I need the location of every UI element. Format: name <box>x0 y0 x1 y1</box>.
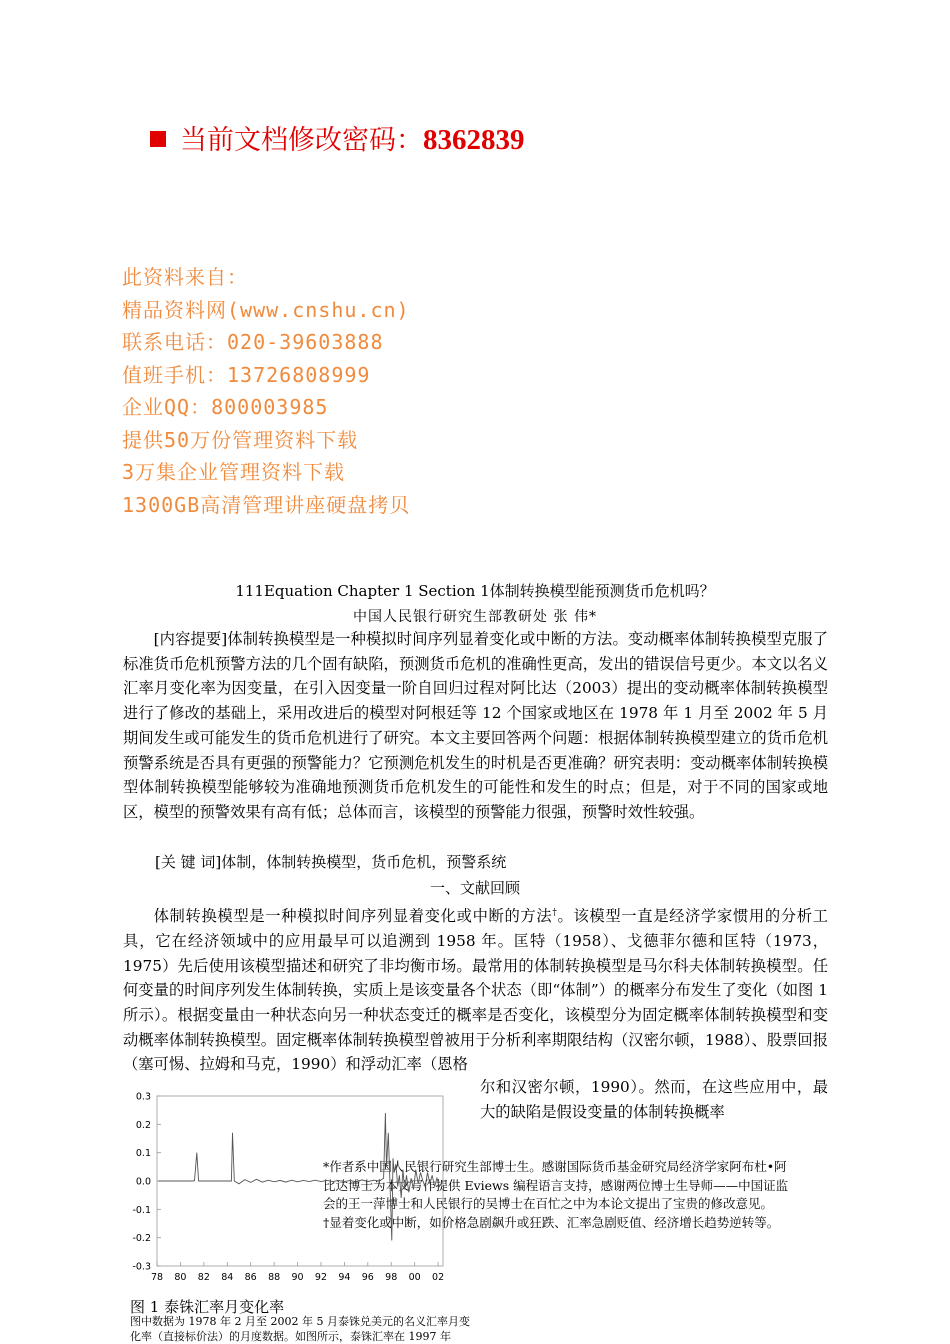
footnotes <box>323 1158 838 1232</box>
y-tick-label: 0.3 <box>135 1091 151 1103</box>
x-tick-label: 80 <box>174 1272 187 1283</box>
lit-text-1: 体制转换模型是一种模拟时间序列显着变化或中断的方法 <box>153 907 553 926</box>
password-banner <box>150 118 525 157</box>
ad-line: 3万集企业管理资料下载 <box>122 460 346 484</box>
password-code: 8362839 <box>423 124 525 156</box>
ad-line[interactable]: 精品资料网(www.cnshu.cn) <box>122 298 410 322</box>
article-title: 111Equation Chapter 1 Section 1体制转换模型能预测货币危机吗？ <box>235 582 715 600</box>
figure-note: 图中数据为 1978 年 2 月至 2002 年 5 月泰铢兑美元的名义汇率月变化率（直接标价法）的月度数据。如图所示，泰铢汇率在 1997 年 <box>130 1315 470 1343</box>
y-tick-label: -0.1 <box>132 1204 151 1216</box>
article-author: 中国人民银行研究生部教研处 张 伟* <box>353 609 597 625</box>
abstract <box>123 627 828 825</box>
y-tick-label: 0.0 <box>135 1176 151 1188</box>
y-tick-label: -0.3 <box>132 1261 151 1273</box>
ad-line: 提供50万份管理资料下载 <box>122 428 359 452</box>
x-tick-label: 82 <box>197 1272 210 1283</box>
series-line <box>158 1113 443 1241</box>
x-tick-label: 90 <box>291 1272 304 1283</box>
ad-line: 值班手机：13726808999 <box>122 363 371 387</box>
footnote-line: *作者系中国人民银行研究生部博士生。感谢国际货币基金研究局经济学家阿布杜•阿 <box>323 1159 787 1174</box>
ad-line: 1300GB高清管理讲座硬盘拷贝 <box>122 493 411 517</box>
y-tick-label: 0.2 <box>135 1119 151 1131</box>
password-label: 当前文档修改密码： <box>180 125 423 156</box>
x-tick-label: 78 <box>150 1272 164 1283</box>
ad-line: 此资料来自： <box>122 265 248 289</box>
footnote-line: 比达博士为本文写作提供 Eviews 编程语言支持，感谢两位博士生导师——中国证监 <box>323 1177 789 1193</box>
section-heading: 一、文献回顾 <box>429 879 520 897</box>
x-tick-label: 94 <box>338 1272 351 1283</box>
x-tick-label: 88 <box>268 1272 281 1283</box>
footnote-mark[interactable]: † <box>552 908 558 918</box>
square-bullet-icon <box>150 131 166 147</box>
literature-review-continued: 尔和汉密尔顿，1990）。然而，在这些应用中，最大的缺陷是假设变量的体制转换概率 <box>480 1078 828 1121</box>
abstract-text: [内容提要]体制转换模型是一种模拟时间序列显着变化或中断的方法。变动概率体制转换模型克服了标准货币危机预警方法的几个固有缺陷，预测货币危机的准确性更高，发出的错误信号更少。本文以名义汇率月变化率为因变量，在引入因变量一阶自回归过程对阿比达（2003）提出的变动概率体制转换模型进行了修改的基础上，采用改进后的模型对阿根廷等 12 个国家或地区在 1978 年 1 月至 2002 年 5 月期间发生或可能发生的货币危机进行了研究。本文主要回答两个问题：根据体制转换模型建立的货币危机预警系统是否具有更强的预警能力？它预测危机发生的时机是否更准确？研究表明：变动概率体制转换模型体制转换模型能够较为准确地预测货币危机发生的可能性和发生的时点；但是，对于不同的国家或地区，模型的预警效果有高有低；总体而言，该模型的预警能力很强，预警时效性较强。 <box>123 630 828 821</box>
footnote-line: 会的王一萍博士和人民银行的吴博士在百忙之中为本论文提出了宝贵的修改意见。 <box>323 1196 774 1211</box>
lit-text-2: 。该模型一直是经济学家惯用的分析工具，它在经济领域中的应用最早可以追溯到 1958 年。匡特（1958）、戈德菲尔德和匡特（1973，1975）先后使用该模型描述和研究了非均衡市场。最常用的体制转换模型是马尔科夫体制转换模型。任何变量的时间序列发生体制转换，实质上是该变量各个状态（即“体制”）的概率分布发生了变化（如图 1 所示）。根据变量由一种状态向另一种状态变迁的概率是否变化，该模型分为固定概率体制转换模型和变动概率体制转换模型。固定概率体制转换模型曾被用于分析利率期限结构（汉密尔顿，1988）、股票回报（塞可惕、拉姆和马克，1990）和浮动汇率（恩格 <box>123 907 828 1074</box>
literature-review <box>123 901 828 1077</box>
x-tick-label: 98 <box>385 1272 398 1283</box>
ad-line: 企业QQ：800003985 <box>122 395 329 419</box>
x-tick-label: 96 <box>361 1272 374 1283</box>
x-tick-label: 92 <box>314 1272 328 1283</box>
keywords: [关 键 词]体制，体制转换模型，货币危机，预警系统 <box>155 853 507 871</box>
figure-caption: 图 1 泰铢汇率月变化率 <box>130 1298 285 1316</box>
x-tick-label: 02 <box>432 1272 445 1283</box>
y-tick-label: -0.2 <box>132 1233 151 1245</box>
x-tick-label: 00 <box>408 1272 421 1283</box>
ad-line: 联系电话：020-39603888 <box>122 330 384 354</box>
footnote-line: †显着变化或中断，如价格急剧飙升或狂跌、汇率急剧贬值、经济增长趋势逆转等。 <box>323 1214 780 1230</box>
x-tick-label: 86 <box>244 1272 257 1283</box>
y-tick-label: 0.1 <box>135 1148 151 1160</box>
exchange-rate-chart <box>123 1088 463 1288</box>
x-tick-label: 84 <box>221 1272 234 1283</box>
